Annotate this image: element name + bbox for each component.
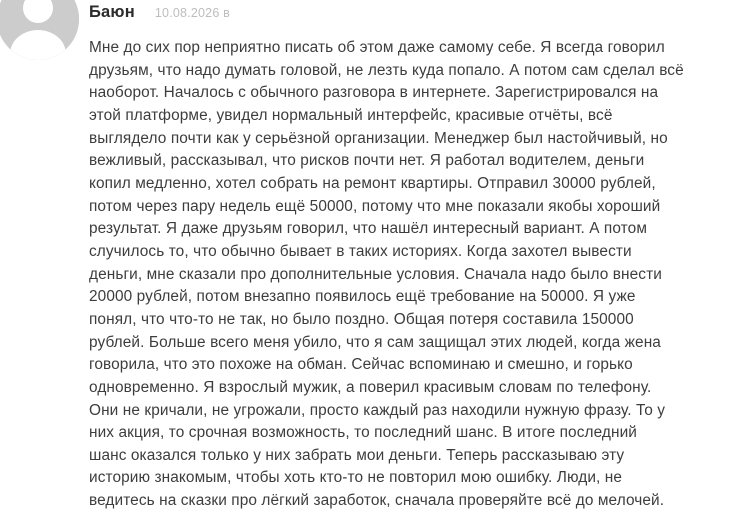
comment-text-line: одновременно. Я взрослый мужик, а поверил красивым словам по телефону.	[89, 378, 652, 396]
comment-text-line: вежливый, рассказывал, что рисков почти нет. Я работал водителем, деньги	[89, 152, 645, 170]
comment-text-line: ведитесь на сказки про лёгкий заработок, сначала проверяйте всё до мелочей.	[89, 492, 665, 510]
comment-text-line: историю знакомым, чтобы хоть кто-то не повторил мою ошибку. Люди, не	[89, 469, 623, 487]
comment-text-line: Мне до сих пор неприятно писать об этом даже самому себе. Я всегда говорил	[89, 39, 665, 56]
author-name: Баюн	[89, 3, 135, 21]
default-user-avatar-icon	[0, 0, 79, 60]
comment-text-line: этой платформе, увидел нормальный интерфейс, красивые отчёты, всё	[89, 106, 613, 124]
comment-text-line: друзьям, что надо думать головой, не лезть куда попало. А потом сам сделал всё	[89, 61, 684, 79]
comment-text-line: потом через пару недель ещё 50000, потому что мне показали якобы хороший	[89, 197, 661, 215]
comment-text-line: копил медленно, хотел собрать на ремонт квартиры. Отправил 30000 рублей,	[89, 174, 656, 192]
comment-date[interactable]: 10.08.2026 в	[154, 6, 230, 20]
comment-text-line: говорила, что это похоже на обман. Сейчас вспоминаю и смешно, и горько	[89, 356, 633, 374]
comment-text	[89, 37, 729, 513]
comment-text-line: понял, что что-то не так, но было поздно. Общая потеря составила 150000	[89, 310, 634, 328]
comment-text-line: рублей. Больше всего меня убило, что я сам защищал этих людей, когда жена	[89, 333, 661, 351]
comment-text-line: результат. Я даже друзьям говорил, что нашёл интересный вариант. А потом	[89, 220, 648, 238]
comment-text-line: шанс оказался только у них забрать мои деньги. Теперь рассказываю эту	[89, 446, 625, 464]
comment-text-line: наоборот. Началось с обычного разговора в интернете. Зарегистрировался на	[89, 84, 659, 102]
comment-text-line: случилось то, что обычно бывает в таких историях. Когда захотел вывести	[89, 242, 632, 260]
comment-text-line: выглядело почти как у серьёзной организации. Менеджер был настойчивый, но	[89, 129, 668, 147]
comment-text-line: 20000 рублей, потом внезапно появилось ещё требование на 50000. Я уже	[89, 288, 636, 306]
comment-text-line: деньги, мне сказали про дополнительные условия. Сначала надо было внести	[89, 265, 662, 283]
comment-text-line: Они не кричали, не угрожали, просто каждый раз находили нужную фразу. То у	[89, 401, 666, 419]
comment-text-line: них акция, то срочная возможность, то последний шанс. В итоге последний	[89, 424, 637, 442]
comment-header	[89, 3, 230, 25]
